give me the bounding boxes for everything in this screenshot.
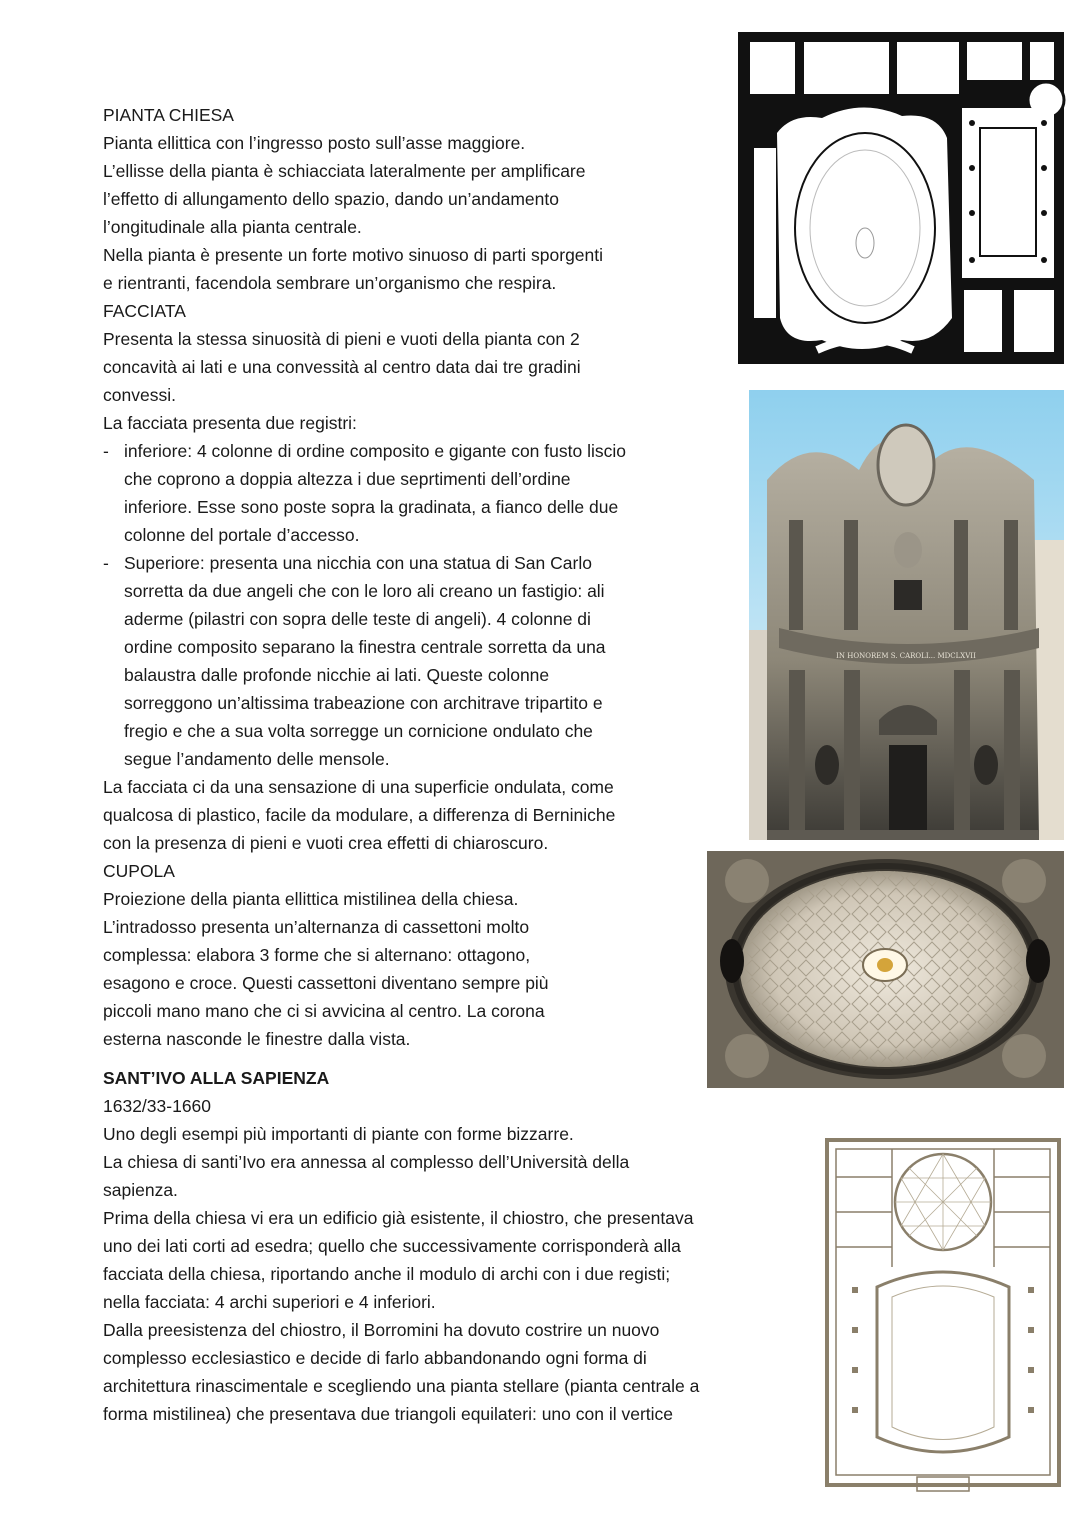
plan-line: l’effetto di allungamento dello spazio, dando un’andamento [103,189,559,209]
dome-line: esagono e croce. Questi cassettoni diventano sempre più [103,973,549,993]
facade-line: La facciata presenta due registri: [103,413,357,433]
santivo-plan-image [822,1137,1067,1495]
dome-line: esterna nasconde le finestre dalla vista. [103,1029,411,1049]
text-section-san-carlino [103,101,728,1053]
intro-line: sapienza. [103,1180,178,1200]
body-line: Prima della chiesa vi era un edificio già esistente, il chiostro, che presentava [103,1208,694,1228]
bullet-line: aderme (pilastri con sopra delle teste di angeli). 4 colonne di [124,609,591,629]
bullet-dash: - [103,553,109,573]
bullet-line: inferiore: 4 colonne di ordine composito e gigante con fusto liscio [124,441,626,461]
bullet-line: inferiore. Esse sono poste sopra la gradinata, a fianco delle due [124,497,619,517]
bullet-line: ordine composito separano la finestra centrale sorretta da una [124,637,606,657]
bullet-line: sorretta da due angeli che con le loro ali creano un fastigio: ali [124,581,605,601]
heading-pianta-chiesa: PIANTA CHIESA [103,105,234,125]
facade-inscription: IN HONOREM S. CAROLI... MDCLXVII [836,652,976,660]
plan-line: e rientranti, facendola sembrare un’organismo che respira. [103,273,557,293]
heading-facciata: FACCIATA [103,301,186,321]
heading-cupola: CUPOLA [103,861,175,881]
intro-line: Uno degli esempi più importanti di piante con forme bizzarre. [103,1124,574,1144]
body-line: uno dei lati corti ad esedra; quello che successivamente corrisponderà alla [103,1236,681,1256]
bullet-line: balaustra dalle profonde nicchie ai lati. Queste colonne [124,665,550,685]
bullet-line: Superiore: presenta una nicchia con una statua di San Carlo [124,553,592,573]
plan-line: Nella pianta è presente un forte motivo sinuoso di parti sporgenti [103,245,604,265]
body-line: architettura rinascimentale e scegliendo una pianta stellare (pianta centrale a [103,1376,700,1396]
bullet-inferiore [103,437,728,549]
plan-line: L’ellisse della pianta è schiacciata lateralmente per amplificare [103,161,586,181]
bullet-line: segue l’andamento delle mensole. [124,749,390,769]
body-line: forma mistilinea) che presentava due triangoli equilateri: uno con il vertice [103,1404,674,1424]
bullet-line: che coprono a doppia altezza i due seprtimenti dell’ordine [124,469,571,489]
dome-line: complessa: elabora 3 forme che si alternano: ottagono, [103,945,531,965]
facade-line: concavità ai lati e una convessità al centro data dai tre gradini [103,357,581,377]
facade-photo [749,390,1064,840]
intro-line: La chiesa di santi’Ivo era annessa al complesso dell’Università della [103,1152,630,1172]
dome-line: Proiezione della pianta ellittica mistilinea della chiesa. [103,889,519,909]
body-line: nella facciata: 4 archi superiori e 4 inferiori. [103,1292,436,1312]
plan-line: Pianta ellittica con l’ingresso posto sull’asse maggiore. [103,133,526,153]
facade-end-line: qualcosa di plastico, facile da modulare, a differenza di Berniniche [103,805,616,825]
body-line: Dalla preesistenza del chiostro, il Borromini ha dovuto costrire un nuovo [103,1320,660,1340]
dome-line: piccoli mano mano che ci si avvicina al centro. La corona [103,1001,545,1021]
dome-line: L’intradosso presenta un’alternanza di cassettoni molto [103,917,530,937]
facade-end-line: con la presenza di pieni e vuoti crea effetti di chiaroscuro. [103,833,549,853]
facade-line: Presenta la stessa sinuosità di pieni e vuoti della pianta con 2 [103,329,580,349]
bullet-superiore [103,549,728,773]
facade-end-line: La facciata ci da una sensazione di una superficie ondulata, come [103,777,614,797]
facade-line: convessi. [103,385,176,405]
bullet-line: sorreggono un’altissima trabeazione con architrave tripartito e [124,693,603,713]
santivo-dates: 1632/33-1660 [103,1096,212,1116]
body-line: complesso ecclesiastico e decide di farlo abbandonando ogni forma di [103,1348,647,1368]
floor-plan-image [732,28,1072,368]
bullet-line: fregio e che a sua volta sorregge un cornicione ondulato che [124,721,593,741]
text-section-santivo [103,1064,813,1428]
heading-santivo: SANT’IVO ALLA SAPIENZA [103,1068,330,1088]
plan-line: l’ongitudinale alla pianta centrale. [103,217,362,237]
dome-photo [707,851,1064,1088]
body-line: facciata della chiesa, riportando anche il modulo di archi con i due registi; [103,1264,671,1284]
bullet-dash: - [103,441,109,461]
bullet-line: colonne del portale d’accesso. [124,525,360,545]
